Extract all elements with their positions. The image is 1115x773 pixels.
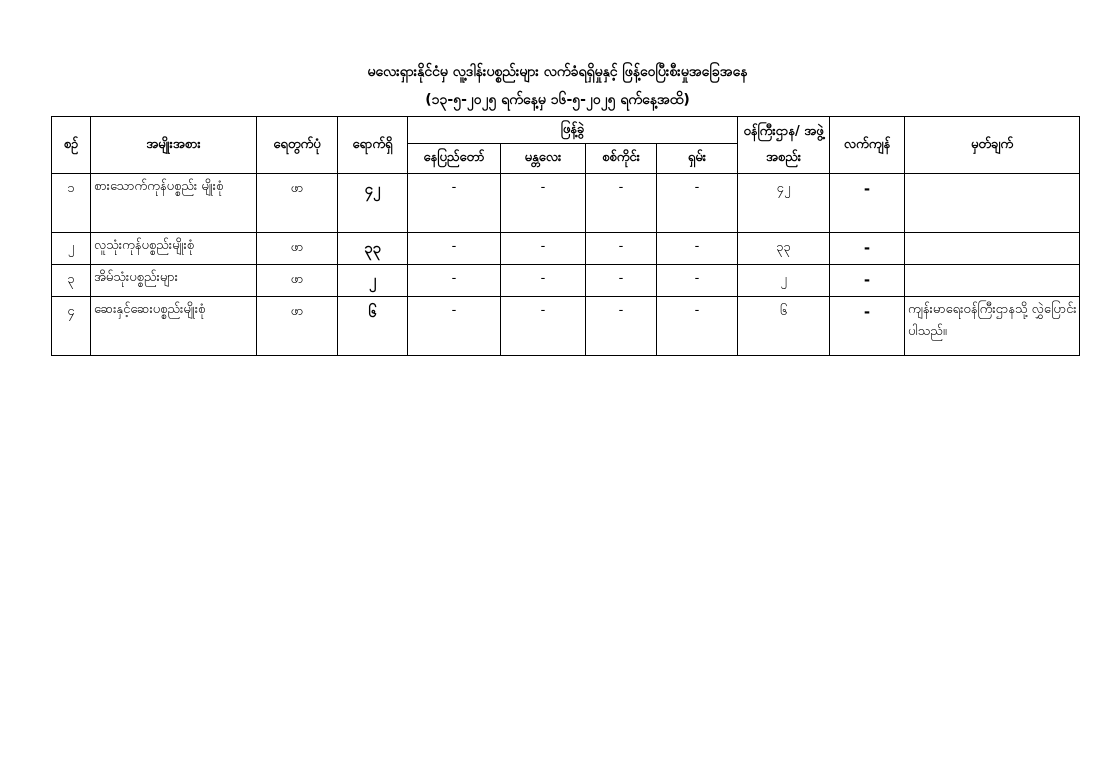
document-subtitle: (၁၃-၅-၂၀၂၅ ရက်နေ့မှ ၁၆-၅-၂၀၂၅ ရက်နေ့အထိ): [425, 92, 690, 108]
cell-remaining: -: [830, 297, 905, 356]
cell-type: အိမ်သုံးပစ္စည်းများ: [91, 265, 257, 297]
cell-sagaing: -: [586, 233, 657, 265]
cell-remarks: [905, 233, 1080, 265]
cell-no: ၂: [52, 233, 91, 265]
header-sagaing: စစ်ကိုင်း: [586, 144, 657, 174]
cell-received: ၄၂: [338, 174, 408, 233]
cell-sagaing: -: [586, 265, 657, 297]
table-row: [52, 265, 1080, 297]
table-row: [52, 233, 1080, 265]
header-naypyitaw: နေပြည်တော်: [408, 144, 501, 174]
cell-unit: ဖာ: [257, 233, 338, 265]
cell-naypyitaw: -: [408, 265, 501, 297]
cell-received: ၃၃: [338, 233, 408, 265]
table-row: [52, 174, 1080, 233]
cell-unit: ဖာ: [257, 174, 338, 233]
cell-mandalay: -: [501, 174, 586, 233]
cell-no: ၄: [52, 297, 91, 356]
cell-remarks: [905, 174, 1080, 233]
cell-ministry: ၂: [738, 265, 830, 297]
cell-naypyitaw: -: [408, 297, 501, 356]
cell-shan: -: [657, 265, 738, 297]
header-remarks: မှတ်ချက်: [905, 117, 1080, 174]
header-no: စဉ်: [52, 117, 91, 174]
cell-shan: -: [657, 233, 738, 265]
cell-remarks: [905, 265, 1080, 297]
cell-mandalay: -: [501, 297, 586, 356]
header-type: အမျိုးအစား: [91, 117, 257, 174]
cell-naypyitaw: -: [408, 233, 501, 265]
cell-type: လူသုံးကုန်ပစ္စည်းမျိုးစုံ: [91, 233, 257, 265]
cell-type: ဆေးနှင့်ဆေးပစ္စည်းမျိုးစုံ: [91, 297, 257, 356]
header-ministry: ဝန်ကြီးဌာန/ အဖွဲ့အစည်း: [738, 117, 830, 174]
cell-mandalay: -: [501, 233, 586, 265]
cell-sagaing: -: [586, 174, 657, 233]
cell-remaining: -: [830, 265, 905, 297]
header-received: ရောက်ရှိ: [338, 117, 408, 174]
cell-ministry: ၃၃: [738, 233, 830, 265]
cell-ministry: ၆: [738, 297, 830, 356]
cell-remaining: -: [830, 233, 905, 265]
cell-no: ၁: [52, 174, 91, 233]
document-title: မလေးရှားနိုင်ငံမှ လူ့ဒါန်းပစ္စည်းများ လက်ခံရရှိမှုနှင့် ဖြန့်ဝေပြီးစီးမှုအခြေအနေ: [367, 64, 748, 80]
header-distributed: ဖြန့်ခွဲ: [408, 117, 738, 144]
cell-sagaing: -: [586, 297, 657, 356]
header-shan: ရှမ်း: [657, 144, 738, 174]
cell-remarks: ကျန်းမာရေးဝန်ကြီးဌာနသို့ လွှဲပြောင်းပါသည်။: [905, 297, 1080, 356]
cell-received: ၂: [338, 265, 408, 297]
cell-shan: -: [657, 297, 738, 356]
header-remaining: လက်ကျန်: [830, 117, 905, 174]
table-row: [52, 297, 1080, 356]
cell-unit: ဖာ: [257, 297, 338, 356]
cell-shan: -: [657, 174, 738, 233]
cell-remaining: -: [830, 174, 905, 233]
cell-ministry: ၄၂: [738, 174, 830, 233]
cell-naypyitaw: -: [408, 174, 501, 233]
header-unit: ရေတွက်ပုံ: [257, 117, 338, 174]
cell-type: စားသောက်ကုန်ပစ္စည်း မျိုးစုံ: [91, 174, 257, 233]
distribution-table: [51, 116, 1080, 356]
cell-mandalay: -: [501, 265, 586, 297]
cell-no: ၃: [52, 265, 91, 297]
cell-received: ၆: [338, 297, 408, 356]
cell-unit: ဖာ: [257, 265, 338, 297]
header-mandalay: မန္တလေး: [501, 144, 586, 174]
